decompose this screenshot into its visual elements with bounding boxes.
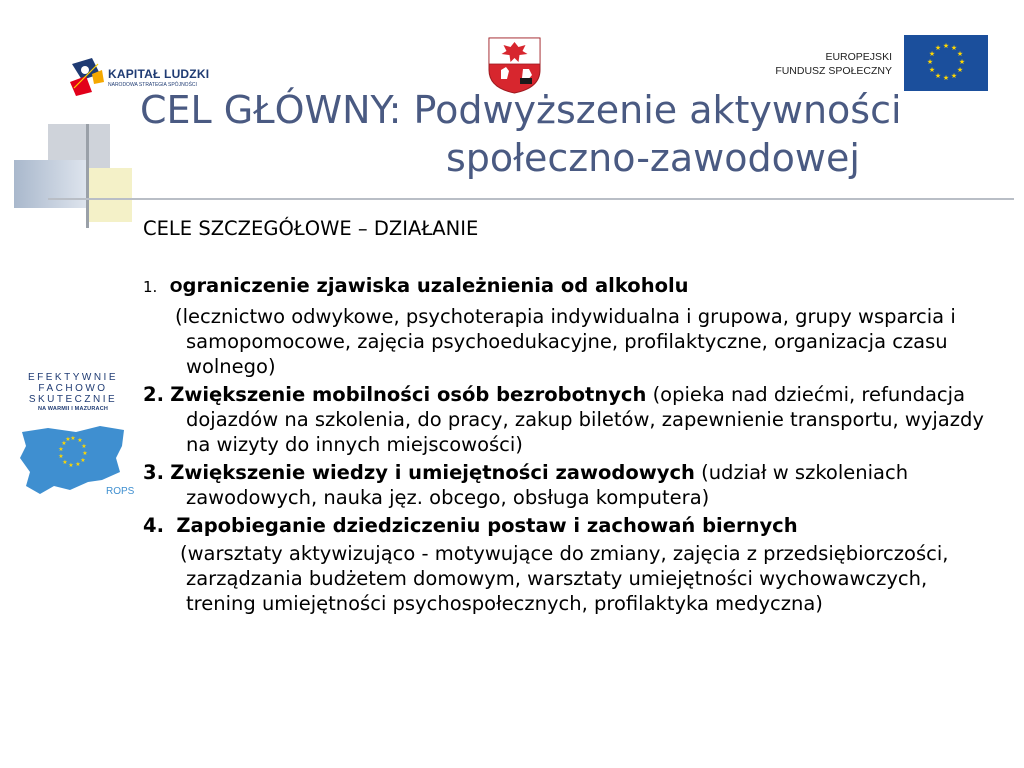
item-first-letter: O (169, 278, 183, 296)
svg-text:★: ★ (65, 436, 71, 443)
svg-text:★: ★ (70, 435, 76, 442)
svg-text:★: ★ (928, 66, 936, 74)
decor-square-blue (14, 160, 88, 208)
svg-text:★: ★ (958, 58, 966, 66)
page-title (140, 86, 1000, 182)
svg-text:★: ★ (956, 50, 964, 58)
svg-text:★: ★ (942, 42, 950, 50)
item-heading: Zwiększenie mobilności osób bezrobotnych (170, 383, 647, 406)
section-subheading: CELE SZCZEGÓŁOWE – DZIAŁANIE (143, 217, 479, 240)
svg-text:★: ★ (77, 437, 83, 444)
eu-fund-line1: EUROPEJSKI (825, 51, 892, 63)
item-heading: Zwiększenie wiedzy i umiejętności zawodowych (170, 461, 695, 484)
svg-text:★: ★ (58, 453, 64, 460)
svg-text:★: ★ (68, 462, 74, 469)
decor-square-yellow (88, 168, 132, 222)
svg-text:★: ★ (81, 443, 87, 450)
svg-text:★: ★ (75, 461, 81, 468)
item-number: 1. (143, 278, 158, 296)
title-divider (48, 198, 1014, 200)
item-detail: (udział w szkoleniach zawodowych, nauka jęz. obcego, obsługa komputera) (186, 461, 909, 509)
item-heading: graniczenie zjawiska uzależnienia od alkoholu (182, 274, 689, 297)
svg-text:★: ★ (80, 457, 86, 464)
svg-text:★: ★ (950, 44, 958, 52)
eu-fund-line2: FUNDUSZ SPOŁECZNY (775, 65, 892, 77)
slogan-line-1: EFEKTYWNIE (27, 372, 118, 383)
rops-label: ROPS (106, 486, 135, 497)
item-number: 2. (143, 383, 164, 406)
list-item-3 (143, 460, 993, 510)
svg-text:★: ★ (928, 50, 936, 58)
svg-text:★: ★ (61, 440, 67, 447)
svg-text:★: ★ (62, 459, 68, 466)
list-item-4 (143, 513, 993, 538)
title-line-1: CEL GŁÓWNY: Podwyższenie aktywności (140, 88, 902, 132)
efs-map-logo-icon (18, 424, 135, 498)
item-detail-1: (lecznictwo odwykowe, psychoterapia indywidualna i grupowa, grupy wsparcia i samopomocowe, zajęcia psychoedukacyjne, profilaktyczne, organizacja czasu wolnego) (175, 305, 956, 378)
slogan-line-3: SKUTECZNIE (28, 394, 118, 405)
main-content (143, 216, 993, 616)
svg-text:★: ★ (956, 66, 964, 74)
slogan-line-2: FACHOWO (38, 383, 108, 394)
svg-text:★: ★ (950, 72, 958, 80)
item-number: 4. (143, 514, 164, 537)
list-item-2 (143, 382, 993, 457)
svg-text:★: ★ (934, 44, 942, 52)
eu-fund-text (775, 50, 892, 78)
eu-flag-icon (904, 35, 988, 91)
svg-text:★: ★ (926, 58, 934, 66)
kapital-ludzki-subtitle: NARODOWA STRATEGIA SPÓJNOŚCI (108, 82, 197, 88)
item-detail-4: (warsztaty aktywizująco - motywujące do zmiany, zajęcia z przedsiębiorczości, zarządzania budżetem domowym, warsztaty umiejętności wychowawczych, trening umiejętności psychospołecznych, profilaktyka medyczna) (180, 542, 949, 615)
item-heading: Zapobieganie dziedziczeniu postaw i zachowań biernych (176, 514, 798, 537)
svg-text:★: ★ (58, 446, 64, 453)
kapital-ludzki-title: KAPITAŁ LUDZKI (108, 67, 210, 81)
item-detail: (opieka nad dziećmi, refundacja dojazdów na szkolenia, do pracy, zakup biletów, zapewnienie transportu, wyjazdy na wizyty do innych miejscowości) (186, 383, 984, 456)
slogan-line-4: NA WARMII I MAZURACH (37, 406, 109, 412)
efs-slogan (20, 372, 126, 414)
svg-text:★: ★ (942, 74, 950, 82)
svg-text:★: ★ (82, 450, 88, 457)
decor-vertical-line (86, 124, 89, 228)
title-line-2: społeczno-zawodowej (446, 136, 860, 180)
item-number: 3. (143, 461, 164, 484)
list-item-1 (143, 273, 993, 300)
svg-text:★: ★ (934, 72, 942, 80)
